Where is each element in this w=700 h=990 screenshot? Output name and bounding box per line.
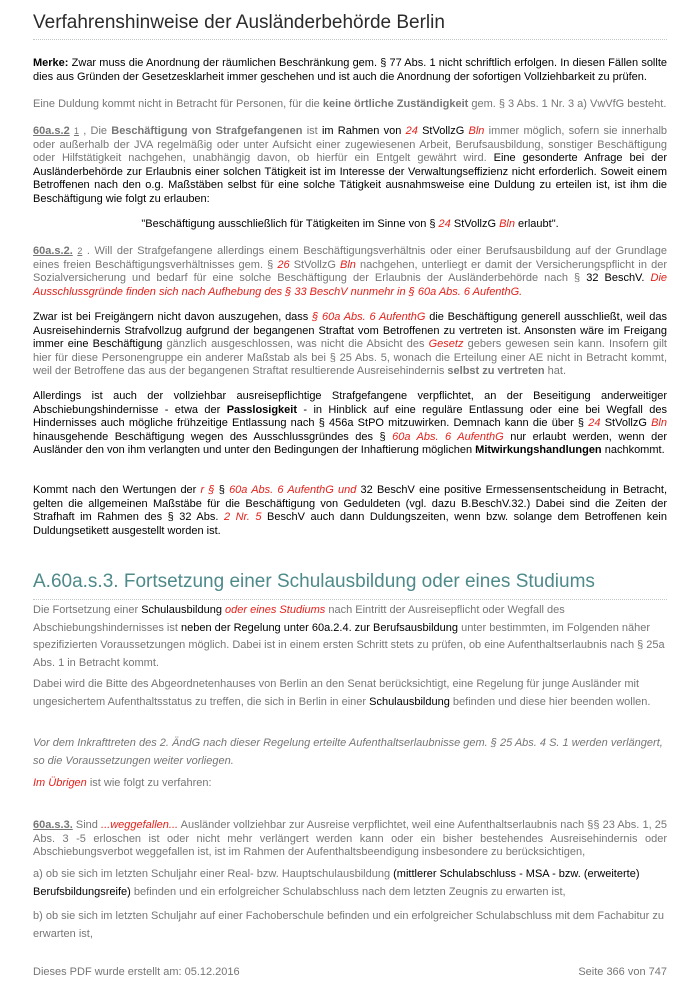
s2-text-e: nachgehen, unterliegt er damit der Versicherungspflicht in der Sozialversicherung und bedarf für eine solche Beschäftigung der Erlaubnis der Ausländerbehörde nach §	[33, 258, 668, 284]
sec-p5-red: ...weggefallen...	[101, 819, 179, 831]
p4-passlosigkeit: Passlosigkeit	[226, 403, 298, 416]
p3-red-gesetz: Gesetz	[428, 338, 464, 350]
sec-p4-red: Im Übrigen	[33, 777, 87, 789]
page-header-title: Verfahrenshinweise der Ausländerbehörde Berlin	[33, 12, 667, 40]
s1-text-a: , Die	[78, 125, 112, 137]
p5-red-nr: 2 Nr. 5	[223, 511, 262, 523]
sec-p1-e: neben der Regelung unter 60a.2.4. zur Berufsausbildung	[180, 621, 459, 634]
p5-red-r: r §	[200, 484, 219, 496]
s1-red-bln: Bln	[468, 125, 485, 137]
duldung-text-1: Eine Duldung kommt nicht in Betracht für Personen, für die	[33, 98, 323, 110]
p5-text-e: 32 BeschV eine positive Ermessensentscheidung in Betracht, gelten die allgemeinen Maßstäbe für die Beschäftigung von Geduldeten (vgl. dazu B.BeschV.32.) Dabei sind die Zeiten der Strafhaft im Rahmen des § 32 Abs.	[33, 484, 667, 523]
footer-created-date: Dieses PDF wurde erstellt am: 05.12.2016	[33, 966, 240, 978]
p3-red-ref: § 60a Abs. 6 AufenthG	[312, 311, 426, 323]
section-60a-s2-1	[33, 125, 667, 206]
section-ref-link[interactable]: 60a.s.3.	[33, 819, 73, 831]
p4-mitwirkung: Mitwirkungshandlungen	[475, 444, 602, 456]
s1-law-name: StVollzG	[417, 125, 469, 137]
s2-red-number: 26	[277, 258, 290, 271]
duldung-emphasis: keine örtliche Zuständigkeit	[322, 98, 469, 110]
p3-text-f: gebers gewesen sein kann. Insofern gilt hier für diese Personengruppe ein anderer Maßstab als bei § 25 Abs. 5, wonach die Erteilung einer AE nicht in Betracht kommt, weil der Betroffene das aus der begangenen Straftat resultierende Ausreisehindernis	[33, 338, 667, 377]
sec-p1-schulausbildung: Schulausbildung	[141, 604, 222, 616]
p4-text-a: Allerdings ist auch der vollziehbar ausreisepflichtige Strafgefangene verpflichtet, an der Beseitigung anderweitiger Abschiebungshindernisse - etwa der	[33, 390, 667, 416]
freigaenger-paragraph	[33, 311, 667, 379]
s2-beschv: 32 BeschV.	[586, 272, 645, 284]
s2-law-name: StVollzG	[289, 258, 340, 271]
item-a-paragraph	[33, 866, 667, 901]
sec-p1-f: unter bestimmten, im Folgenden näher spezifizierten Voraussetzungen möglich. Dabei ist in einem ersten Schritt stets zu prüfen, ob eine Aufenthaltserlaubnis nach § 25a Abs. 1 in Betracht kommt.	[33, 621, 665, 669]
p4-red-bln: Bln	[651, 417, 667, 429]
s2-red-bln: Bln	[340, 258, 356, 271]
sec-p2-a: Dabei wird die Bitte des Abgeordnetenhauses von Berlin an den Senat berücksichtigt, eine Regelung für junge Ausländer mit ungesichertem Aufenthaltsstatus zu treffen, die sich in Berlin in einer	[33, 678, 639, 708]
footnote-marker[interactable]: 1	[73, 126, 79, 136]
item-a-text-a: a) ob sie sich im letzten Schuljahr einer Real- bzw. Hauptschulausbildung	[33, 868, 394, 880]
abgeordnetenhaus-paragraph	[33, 676, 667, 711]
s1-text-d: im Rahmen von	[321, 125, 406, 137]
sec-p5-c: Ausländer vollziehbar zur Ausreise verpflichtet, weil eine Aufenthaltserlaubnis nach §§ 23 Abs. 1, 25 Abs. 3 -5 erloschen ist oder nicht mehr verlängert werden kann oder ein bisher bestehendes Ausreisehindernis oder Abschiebungsverbot weggefallen ist, ist im Rahmen der Aufenthaltsbeendigung insbesondere zu berücksichtigen,	[33, 819, 667, 858]
p3-text-h: hat.	[544, 365, 567, 377]
schulausbildung-paragraph	[33, 602, 667, 672]
p5-red-ref: 60a Abs. 6 AufenthG und	[229, 484, 357, 496]
sec-p1-a: Die Fortsetzung einer	[33, 604, 142, 616]
quote-text-e: erlaubt".	[515, 218, 559, 230]
inkrafttreten-paragraph	[33, 735, 667, 770]
p4-red-ref: 60a Abs. 6 AufenthG	[392, 430, 504, 443]
merke-paragraph	[33, 57, 667, 84]
item-b-text: b) ob sie sich im letzten Schuljahr auf einer Fachoberschule befinden und ein erfolgreicher Schulabschluss mit dem Fachabitur zu erwarten ist,	[33, 910, 665, 940]
section-heading-60a-s3: A.60a.s.3. Fortsetzung einer Schulausbildung oder eines Studiums	[33, 570, 667, 600]
verfahren-paragraph	[33, 775, 667, 793]
p4-text-k: nachkommt.	[601, 444, 665, 456]
p3-text-d: gänzlich ausgeschlossen, was nicht die Absicht des	[162, 338, 429, 350]
section-ref-link[interactable]: 60a.s.2.	[33, 245, 73, 257]
quote-text-a: "Beschäftigung ausschließlich für Tätigkeiten im Sinne von §	[141, 218, 439, 230]
quote-text-c: StVollzG	[450, 218, 500, 230]
s1-text-i: Eine gesonderte Anfrage bei der Ausländerbehörde zur Erlaubnis einer solchen Tätigkeit ist im Interesse der Verwaltungseffizienz nicht erforderlich. Soweit einem Betroffenen nach den o.g. Maßstäben selbst für eine solche Tätigkeit ausnahmsweise eine Duldung zu erteilen ist, ist ihm die Beschäftigung wie folgt zu erlauben:	[33, 152, 668, 205]
sec-p3-red: Vor dem Inkrafttreten des 2. ÄndG nach dieser Regelung erteilte Aufenthaltserlaubnisse gem. § 25 Abs. 4 S. 1 werden verlängert, so die Voraussetzungen weiter vorliegen.	[33, 737, 663, 767]
quote-red-bln: Bln	[499, 218, 515, 230]
p4-text-c: - in Hinblick auf eine reguläre Entlassung oder eine bei Wegfall des Hindernisses auch mögliche frühzeitige Entlassung nach § 456a StPO mitzuwirken. Demnach kann die über §	[33, 403, 667, 429]
merke-text: Zwar muss die Anordnung der räumlichen Beschränkung gem. § 77 Abs. 1 nicht schriftlich erfolgen. In diesen Fällen sollte dies aus Gründen der Gesetzesklarheit immer geschehen und ist auch die Anordnung der sofortigen Vollziehbarkeit zu prüfen.	[33, 57, 667, 83]
sec-p5-a: Sind	[72, 819, 102, 831]
employment-quote	[33, 218, 667, 232]
section-60a-s2-2	[33, 245, 667, 299]
p3-emphasis: selbst zu vertreten	[447, 365, 545, 377]
footer-page-number: Seite 366 von 747	[578, 966, 667, 978]
sec-p2-c: befinden und diese hier beenden wollen.	[449, 695, 651, 708]
section-ref-link[interactable]: 60a.s.2	[33, 125, 70, 137]
duldung-paragraph	[33, 98, 667, 112]
sec-p1-red: oder eines Studiums	[221, 604, 326, 616]
sec-p2-schulausbildung: Schulausbildung	[369, 695, 450, 708]
p4-text-g: hinausgehende Beschäftigung wegen des Ausschlussgründes des §	[33, 430, 393, 443]
p4-red-number: 24	[588, 417, 601, 429]
sec-p4-b: ist wie folgt zu verfahren:	[86, 777, 212, 789]
s2-red-note: Die Ausschlussgründe finden sich nach Aufhebung des § 33 BeschV nunmehr in § 60a Abs. 6 AufenthG.	[33, 272, 668, 298]
sec-p1-d: nach Eintritt der Ausreisepflicht oder Wegfall des Abschiebungshindernisses ist	[33, 604, 565, 634]
p3-text-c: die Beschäftigung generell ausschließt, weil das Ausreisehindernis Strafvollzug aufgrund der begangenen Straftat vom Betroffenen zu vertreten ist. Ansonsten wäre im Freigang immer eine Beschäftigung	[33, 311, 667, 350]
item-b-paragraph	[33, 908, 667, 943]
s1-text-c: ist	[302, 125, 322, 137]
section-60a-s3	[33, 819, 667, 860]
s1-emphasis: Beschäftigung von Strafgefangenen	[111, 125, 303, 137]
p4-text-i: nur erlaubt werden, wenn der Ausländer den von ihm verlangten und unter den Bedingungen der Inhaftierung möglichen	[33, 430, 667, 456]
p4-law-name: StVollzG	[600, 417, 652, 429]
s1-red-number: 24	[405, 125, 418, 137]
p3-text-a: Zwar ist bei Freigängern nicht davon auszugehen, dass	[33, 311, 313, 323]
footnote-marker[interactable]: 2	[77, 246, 83, 256]
p5-text-g: BeschV auch dann Duldungszeiten, wenn bzw. solange dem Betroffenen kein Duldungsetikett ausgestellt worden ist.	[33, 511, 667, 537]
merke-label: Merke:	[33, 57, 69, 69]
mitwirkung-paragraph	[33, 390, 667, 458]
s2-text-a: . Will der Strafgefangene allerdings einem Beschäftigungsverhältnis oder einer Berufsausbildung auf der Grundlage eines freien Beschäftigungsverhältnisses gem. §	[33, 245, 667, 271]
p5-section-sign: §	[218, 484, 230, 496]
item-a-black: (mittlerer Schulabschluss - MSA - bzw. (erweiterte) Berufsbildungsreife)	[33, 868, 640, 898]
quote-red-number: 24	[438, 218, 451, 230]
duldung-text-3: gem. § 3 Abs. 1 Nr. 3 a) VwVfG besteht.	[468, 98, 667, 110]
item-a-text-c: befinden und ein erfolgreicher Schulabschluss nach dem letzten Zeugnis zu erwarten ist,	[130, 885, 566, 898]
s1-text-h: immer möglich, sofern sie innerhalb oder außerhalb der JVA regelmäßig oder unter Aufsicht einer zugewiesenen Arbeit, Berufsausbildung, sonstiger Beschäftigung oder Hilfstätigkeit nachgehen, unabhängig davon, ob hierfür ein Entgelt gewährt wird.	[33, 125, 668, 164]
p5-text-a: Kommt nach den Wertungen der	[33, 484, 201, 496]
ermessen-paragraph	[33, 484, 667, 538]
